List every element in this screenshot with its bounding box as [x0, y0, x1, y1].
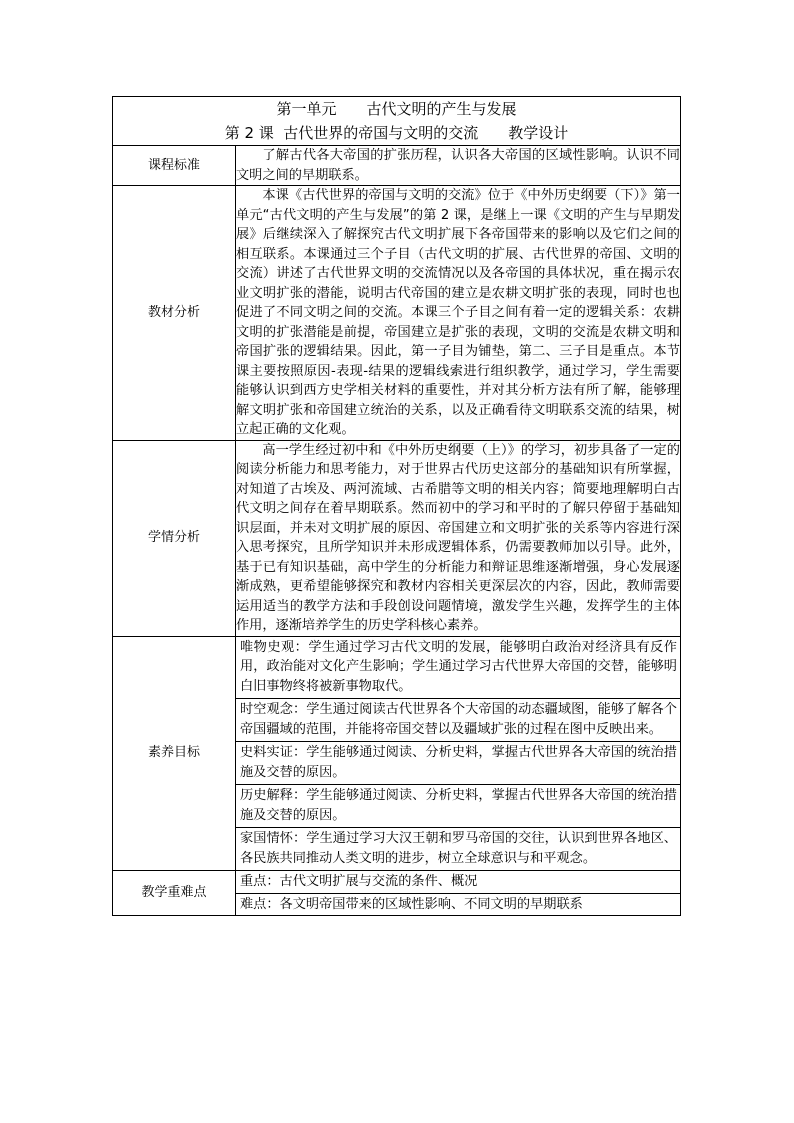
- goal-interpretation: 历史解释：学生能够通过阅读、分析史料，掌握古代世界各大帝国的统治措施及交替的原因。: [236, 784, 680, 827]
- label-key-points: 教学重难点: [113, 871, 236, 916]
- row-curriculum-standard: [113, 146, 681, 186]
- key-point: 重点：古代文明扩展与交流的条件、概况: [240, 874, 478, 889]
- header-row: [113, 97, 681, 146]
- curriculum-standard-text: 了解古代各大帝国的扩张历程，认识各大帝国的区域性影响。认识不同文明之间的早期联系。: [236, 148, 680, 183]
- cell-key-points: [236, 871, 681, 916]
- label-textbook-analysis: 教材分析: [113, 186, 236, 441]
- table-header: [113, 97, 681, 146]
- goal-spacetime: 时空观念：学生通过阅读古代世界各个大帝国的动态疆域图，能够了解各个帝国疆域的范围，并能将帝国交替以及疆域扩张的过程在图中反映出来。: [236, 698, 680, 741]
- goal-patriotism: 家国情怀：学生通过学习大汉王朝和罗马帝国的交往，认识到世界各地区、各民族共同推动人类文明的进步，树立全球意识与和平观念。: [236, 827, 680, 870]
- row-textbook-analysis: [113, 186, 681, 441]
- cell-student-analysis: [236, 440, 681, 636]
- row-literacy-goals: [113, 636, 681, 871]
- cell-textbook-analysis: [236, 186, 681, 441]
- label-curriculum-standard: 课程标准: [113, 146, 236, 186]
- goal-materialism: 唯物史观：学生通过学习古代文明的发展，能够明白政治对经济具有反作用，政治能对文化产生影响；学生通过学习古代世界大帝国的交替，能够明白旧事物终将被新事物取代。: [240, 639, 677, 694]
- student-analysis-text: 高一学生经过初中和《中外历史纲要（上）》的学习，初步具备了一定的阅读分析能力和思考能力，对于世界古代历史这部分的基础知识有所掌握，对知道了古埃及、两河流域、古希腊等文明的相关内容；简要地理解明白古代文明之间存在着早期联系。然而初中的学习和平时的了解只停留于基础知识层面，并未对文明扩展的原因、帝国建立和文明扩张的关系等内容进行深入思考探究，且所学知识并未形成逻辑体系，仍需要教师加以引导。此外，基于已有知识基础，高中学生的分析能力和辩证思维逐渐增强，身心发展逐渐成熟，更希望能够探究和教材内容相关更深层次的内容，因此，教师需要运用适当的教学方法和手段创设问题情境，激发学生兴趣，发挥学生的主体作用，逐渐培养学生的历史学科核心素养。: [236, 442, 680, 633]
- label-literacy-goals: 素养目标: [113, 636, 236, 871]
- label-student-analysis: 学情分析: [113, 440, 236, 636]
- textbook-analysis-text: 本课《古代世界的帝国与文明的交流》位于《中外历史纲要（下）》第一单元“古代文明的产生与发展”的第 2 课，是继上一课《文明的产生与早期发展》后继续深入了解探究古代文明扩展下各帝国带来的影响以及它们之间的相互联系。本课通过三个子目（古代文明的扩展、古代世界的帝国、文明的交流）讲述了古代世界文明的交流情况以及各帝国的具体状况，重在揭示农业文明扩张的潜能，说明古代帝国的建立是农耕文明扩张的表现，同时也也促进了不同文明之间的交流。本课三个子目之间有着一定的逻辑关系：农耕文明的扩张潜能是前提，帝国建立是扩张的表现，文明的交流是农耕文明和帝国扩张的逻辑结果。因此，第一子目为铺垫，第二、三子目是重点。本节课主要按照原因-表现-结果的逻辑线索进行组织教学，通过学习，学生需要能够认识到西方史学相关材料的重要性，并对其分析方法有所了解，能够理解文明扩张和帝国建立统治的关系，以及正确看待文明联系交流的结果，树立起正确的文化观。: [236, 188, 680, 437]
- cell-literacy-goals: [236, 636, 681, 871]
- lesson-title: 第 2 课 古代世界的帝国与文明的交流 教学设计: [224, 124, 569, 142]
- difficult-point: 难点：各文明帝国带来的区域性影响、不同文明的早期联系: [236, 893, 680, 916]
- unit-title: 第一单元 古代文明的产生与发展: [276, 100, 517, 118]
- goal-evidence: 史料实证：学生能够通过阅读、分析史料，掌握古代世界各大帝国的统治措施及交替的原因。: [236, 741, 680, 784]
- row-key-points: [113, 871, 681, 916]
- cell-curriculum-standard: [236, 146, 681, 186]
- lesson-plan-table: [112, 96, 681, 916]
- row-student-analysis: [113, 440, 681, 636]
